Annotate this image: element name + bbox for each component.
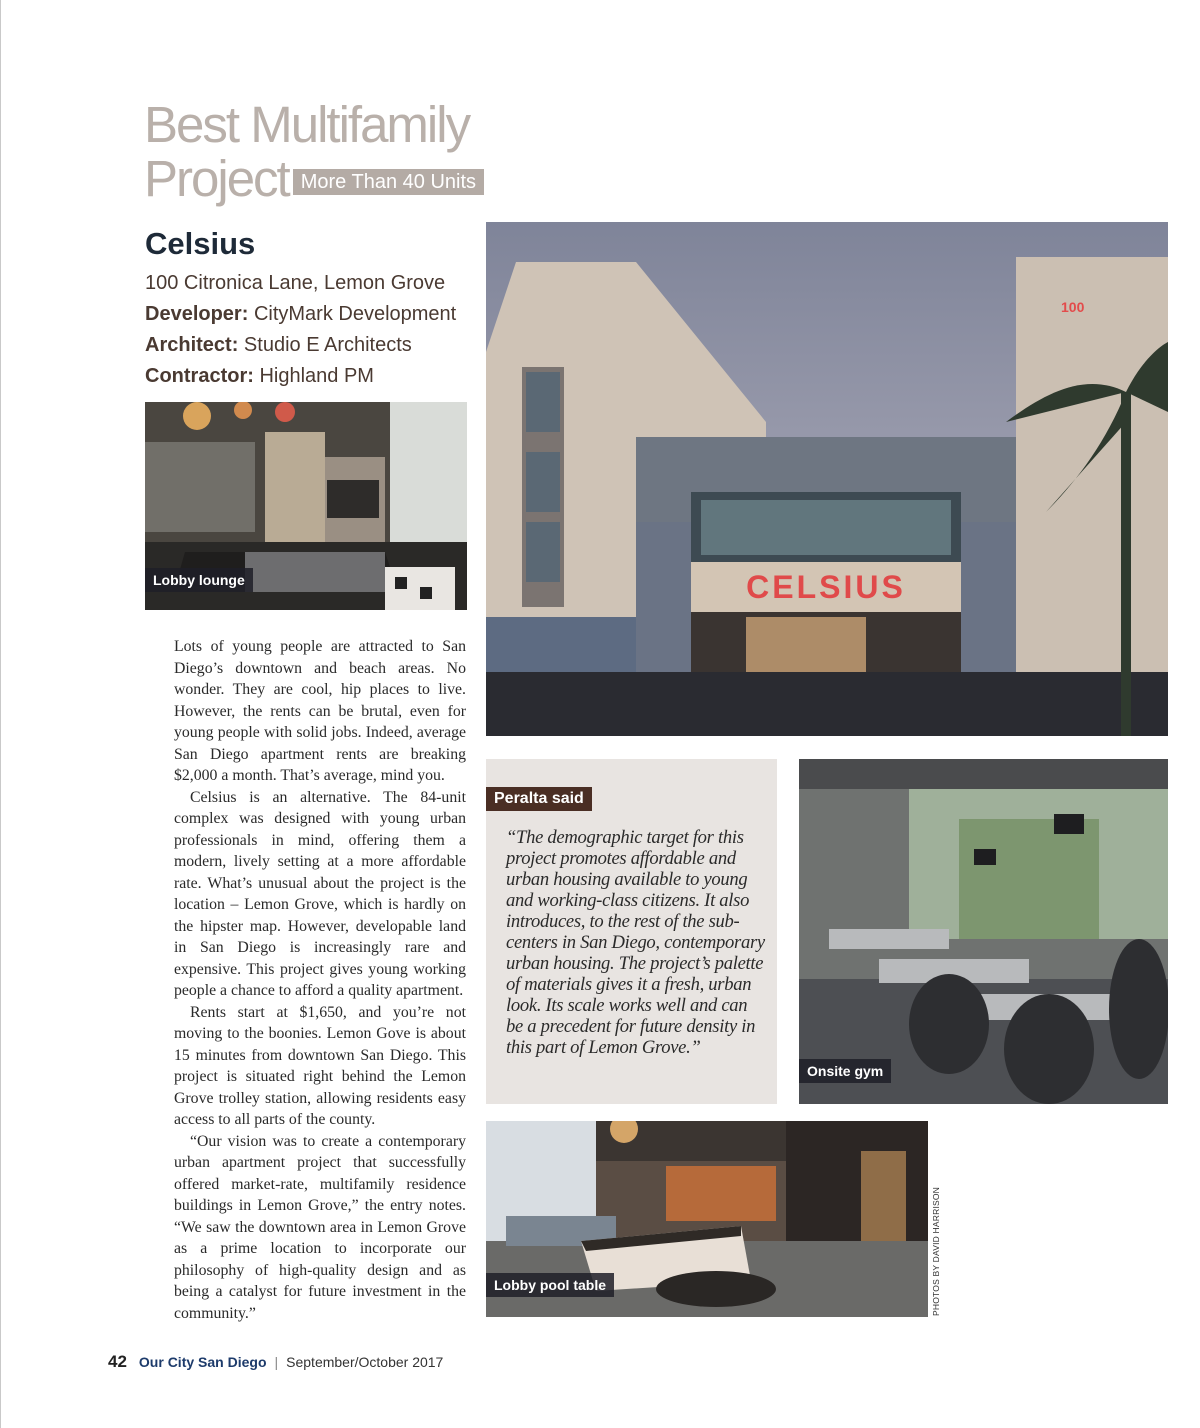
lobby-pool-table-photo: [486, 1121, 928, 1317]
title-line-1: Best Multifamily: [144, 96, 470, 153]
architect-line: [145, 330, 485, 361]
section-title: [144, 98, 484, 206]
developer-line: [145, 299, 485, 330]
contractor-value: Highland PM: [259, 365, 374, 387]
title-line-2: Project: [144, 150, 289, 207]
article-body: [174, 636, 466, 1324]
project-address: 100 Citronica Lane, Lemon Grove: [145, 272, 446, 294]
pool-caption: Lobby pool table: [486, 1273, 614, 1297]
quote-label: Peralta said: [486, 787, 592, 811]
quote-text: “The demographic target for this project promotes affordable and urban housing available to young and working-class citizens. It also introduces, to the rest of the sub-centers in San Diego, contemporary urban housing. The project’s palette of materials gives it a fresh, urban look. Its scale works well and can be a precedent for future density in this part of Lemon Grove.”: [506, 827, 765, 1058]
page-footer: [108, 1352, 443, 1372]
address-number-sign: 100: [1061, 299, 1085, 315]
publication-name: Our City San Diego: [138, 1354, 267, 1370]
title-line-2-row: [144, 152, 484, 206]
page-edge: [0, 0, 1, 1428]
page-number: 42: [108, 1352, 127, 1371]
contractor-label: Contractor:: [145, 365, 254, 387]
gym-illustration: [799, 759, 1168, 1104]
category-badge: More Than 40 Units: [293, 169, 484, 195]
lobby-lounge-photo: [145, 402, 467, 610]
developer-value: CityMark Development: [253, 303, 457, 325]
building-exterior-photo: [486, 222, 1168, 736]
gym-caption: Onsite gym: [799, 1059, 891, 1083]
article-paragraph-3: Rents start at $1,650, and you’re not moving to the boonies. Lemon Gove is about 15 minutes from downtown San Diego. This project is situated right behind the Lemon Grove trolley station, allowing residents easy access to all parts of the county.: [174, 1003, 466, 1128]
project-info: [145, 226, 485, 392]
article-paragraph-2: Celsius is an alternative. The 84-unit complex was designed with young urban professionals in mind, offering them a modern, lively setting at a more affordable rate. What’s unusual about the project is the location – Lemon Grove, which is hardly on the hipster map. However, developable land in San Diego is increasingly rare and expensive. This project gives young working people a chance to afford a quality apartment.: [174, 788, 466, 999]
gym-photo: [799, 759, 1168, 1104]
developer-label: Developer:: [145, 303, 249, 325]
project-name: Celsius: [145, 226, 256, 261]
lobby-lounge-caption: Lobby lounge: [145, 568, 253, 592]
photo-credit: PHOTOS BY DAVID HARRISON: [931, 1186, 941, 1316]
architect-value: Studio E Architects: [243, 334, 412, 356]
article-paragraph-4: “Our vision was to create a contemporary urban apartment project that successfully offered market-rate, multifamily residence buildings in Lemon Grove,” the entry notes. “We saw the downtown area in Lemon Grove as a prime location to incorporate our philosophy of high-quality design and as being a catalyst for future investment in the community.”: [174, 1132, 466, 1322]
article-paragraph-1: Lots of young people are attracted to San Diego’s downtown and beach areas. No wonder. They are cool, hip places to live. However, the rents can be brutal, even for young people with solid jobs. Indeed, average San Diego apartment rents are breaking $2,000 a month. That’s average, mind you.: [174, 638, 466, 784]
footer-separator: |: [274, 1354, 279, 1370]
architect-label: Architect:: [145, 334, 239, 356]
issue-date: September/October 2017: [286, 1354, 444, 1370]
building-illustration: [486, 222, 1168, 736]
celsius-sign: CELSIUS: [746, 569, 906, 605]
contractor-line: [145, 361, 485, 392]
